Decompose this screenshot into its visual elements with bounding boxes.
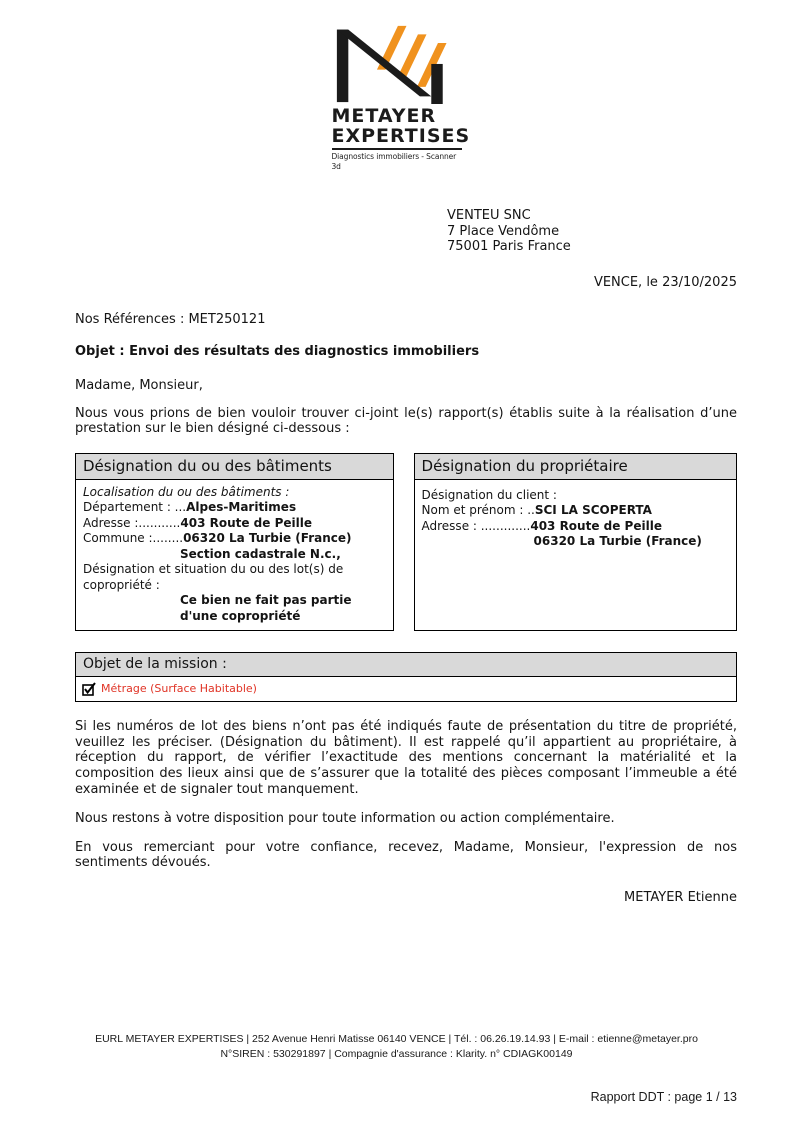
logo-mark-icon — [332, 22, 460, 104]
subject-line: Objet : Envoi des résultats des diagnostics immobiliers — [75, 343, 480, 359]
availability-paragraph: Nous restons à votre disposition pour toute information ou action complémentaire. — [75, 811, 615, 827]
recipient-name: VENTEU SNC — [447, 208, 531, 223]
owner-designation-box — [414, 453, 737, 632]
checked-checkbox-icon — [82, 682, 96, 696]
recipient-street: 7 Place Vendôme — [447, 223, 560, 239]
building-row-departement — [83, 500, 386, 516]
logo-tagline: Diagnostics immobiliers - Scanner 3d — [332, 148, 462, 172]
building-row-adresse — [83, 516, 386, 532]
building-row-commune — [83, 531, 386, 547]
building-copro-value: Ce bien ne fait pas partie d'une copropriété — [180, 593, 352, 623]
building-departement-value: Alpes-Maritimes — [186, 500, 297, 515]
building-departement-label: Département : ... — [83, 500, 187, 515]
mission-box-title: Objet de la mission : — [76, 653, 736, 677]
intro-paragraph: Nous vous prions de bien vouloir trouver ci-joint le(s) rapport(s) établis suite à la réalisation d’une prestation sur le bien désigné ci-dessous : — [75, 405, 737, 437]
designation-boxes — [75, 453, 737, 632]
owner-box-title: Désignation du propriétaire — [415, 454, 736, 480]
date-line: VENCE, le 23/10/2025 — [593, 274, 737, 290]
notice-paragraph: Si les numéros de lot des biens n’ont pas été indiqués faute de présentation du titre de propriété, veuillez les préciser. (Désignation du bâtiment). Il est rappelé qu’il appartient au propriétaire, à réception du rapport, de vérifier l’exactitude des mentions concernant la matérialité et la composition des lieux ainsi que de s’assurer que la totalité des pièces composant l’immeuble a été examinée et de signaler tout manquement. — [75, 719, 737, 797]
recipient-city: 75001 Paris France — [447, 239, 571, 254]
salutation: Madame, Monsieur, — [75, 377, 203, 393]
owner-nom-label: Nom et prénom : .. — [421, 503, 535, 518]
footer-contact-line: EURL METAYER EXPERTISES | 252 Avenue Henri Matisse 06140 VENCE | Tél. : 06.26.19.14.93 | E-mail : etienne@metayer.pro — [95, 1033, 698, 1045]
recipient-address — [447, 208, 737, 255]
mission-item-label: Métrage (Surface Habitable) — [101, 682, 257, 696]
owner-adresse-label: Adresse : ............. — [421, 518, 531, 533]
owner-row-adresse — [422, 519, 729, 535]
owner-nom-value: SCI LA SCOPERTA — [534, 503, 652, 518]
logo-name-line2: EXPERTISES — [331, 125, 471, 147]
page-number: Rapport DDT : page 1 / 13 — [590, 1090, 737, 1104]
mission-box-body — [76, 677, 736, 701]
owner-client-label: Désignation du client : — [421, 487, 557, 502]
owner-box-body — [415, 480, 736, 585]
closing-paragraph: En vous remerciant pour votre confiance, recevez, Madame, Monsieur, l'expression de nos sentiments dévoués. — [75, 839, 737, 871]
footer-legal-line: N°SIREN : 530291897 | Compagnie d'assurance : Klarity. n° CDIAGK00149 — [220, 1048, 573, 1060]
building-localisation-label: Localisation du ou des bâtiments : — [83, 484, 290, 499]
building-adresse-label: Adresse :........... — [83, 515, 181, 530]
owner-adresse-line2: 06320 La Turbie (France) — [533, 534, 702, 549]
signature-name: METAYER Etienne — [624, 889, 737, 905]
reference-line: Nos Références : MET250121 — [75, 311, 266, 327]
building-cadastre-value: Section cadastrale N.c., — [180, 546, 341, 561]
building-copro-label: Désignation et situation du ou des lot(s) de copropriété : — [83, 562, 344, 592]
building-commune-label: Commune :........ — [83, 531, 184, 546]
logo-name-line1: METAYER — [331, 105, 437, 127]
building-commune-value: 06320 La Turbie (France) — [183, 531, 352, 546]
owner-adresse-value: 403 Route de Peille — [530, 518, 662, 533]
building-designation-box — [75, 453, 394, 632]
building-adresse-value: 403 Route de Peille — [180, 515, 312, 530]
building-box-title: Désignation du ou des bâtiments — [76, 454, 393, 480]
mission-box — [75, 652, 737, 702]
company-logo — [331, 22, 471, 172]
company-footer — [0, 1032, 793, 1062]
building-box-body — [76, 480, 393, 631]
owner-row-nom — [422, 503, 729, 519]
